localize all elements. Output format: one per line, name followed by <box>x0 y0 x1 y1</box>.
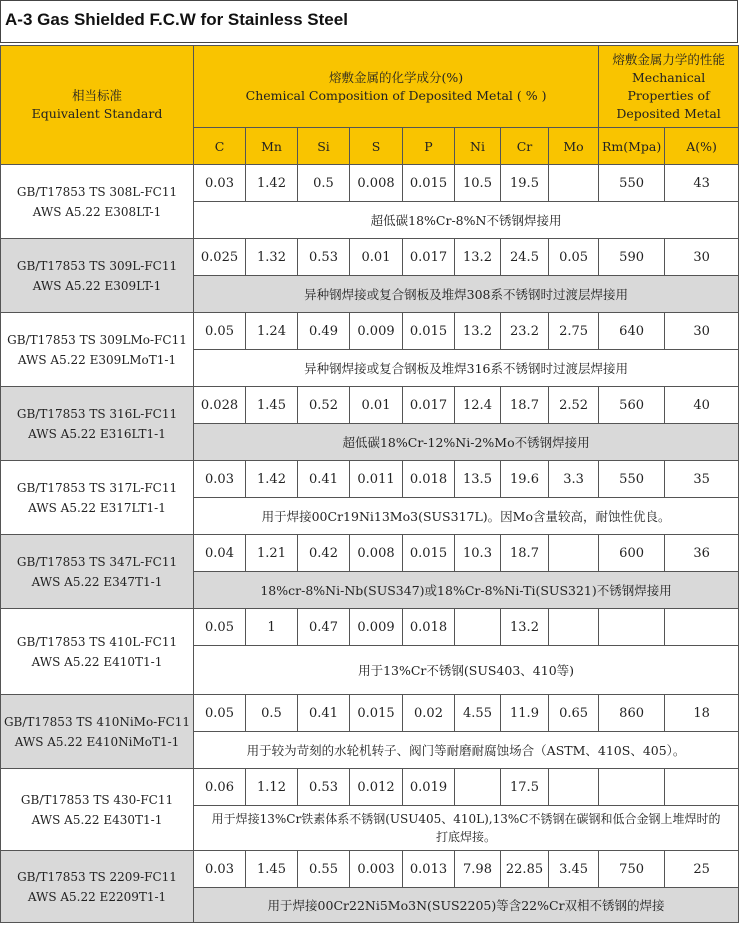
value-ni: 4.55 <box>455 695 501 732</box>
application-note: 超低碳18%Cr-8%N不锈钢焊接用 <box>194 202 739 239</box>
value-mo: 2.52 <box>549 387 599 424</box>
value-p: 0.013 <box>403 851 455 888</box>
aws-standard: AWS A5.22 E308LT-1 <box>32 204 162 219</box>
table-row <box>1 239 739 276</box>
value-si: 0.53 <box>298 239 350 276</box>
column-header-si: Si <box>298 128 350 165</box>
value-p: 0.015 <box>403 165 455 202</box>
value-cr: 17.5 <box>501 769 549 806</box>
value-s: 0.011 <box>350 461 403 498</box>
value-cr: 18.7 <box>501 387 549 424</box>
table-row <box>1 387 739 424</box>
standard-cell <box>1 239 194 313</box>
value-cr: 24.5 <box>501 239 549 276</box>
table-row <box>1 165 739 202</box>
column-header-c: C <box>194 128 246 165</box>
value-p: 0.018 <box>403 609 455 646</box>
aws-standard: AWS A5.22 E410T1-1 <box>31 654 163 669</box>
value-c: 0.03 <box>194 851 246 888</box>
value-mo <box>549 609 599 646</box>
chemical-header-en: Chemical Composition of Deposited Metal ( % ) <box>245 87 547 103</box>
mechanical-header <box>599 46 739 128</box>
column-header-s: S <box>350 128 403 165</box>
gb-standard: GB/T17853 TS 309L-FC11 <box>16 258 178 273</box>
chemical-header <box>194 46 599 128</box>
standard-cell <box>1 769 194 851</box>
value-ni: 12.4 <box>455 387 501 424</box>
table-row <box>1 313 739 350</box>
mechanical-header-en-1: Mechanical <box>632 69 706 85</box>
application-note-line-1: 用于焊接13%Cr铁素体系不锈钢(USU405、410L),13%C不锈钢在碳钢和低合金钢上堆焊时的 <box>211 812 721 826</box>
standard-cell <box>1 313 194 387</box>
value-a: 40 <box>665 387 739 424</box>
standard-cell <box>1 851 194 923</box>
value-cr: 19.6 <box>501 461 549 498</box>
value-p: 0.018 <box>403 461 455 498</box>
column-header-mn: Mn <box>246 128 298 165</box>
gb-standard: GB/T17853 TS 347L-FC11 <box>16 554 178 569</box>
value-si: 0.42 <box>298 535 350 572</box>
value-cr: 22.85 <box>501 851 549 888</box>
value-p: 0.015 <box>403 535 455 572</box>
aws-standard: AWS A5.22 E309LMoT1-1 <box>17 352 177 367</box>
value-ni: 7.98 <box>455 851 501 888</box>
gb-standard: GB/T17853 TS 410NiMo-FC11 <box>3 714 191 729</box>
aws-standard: AWS A5.22 E347T1-1 <box>31 574 163 589</box>
table-row <box>1 461 739 498</box>
value-a: 18 <box>665 695 739 732</box>
standard-cell <box>1 165 194 239</box>
column-header-a: A(%) <box>665 128 739 165</box>
table-row <box>1 769 739 806</box>
value-s: 0.009 <box>350 609 403 646</box>
value-rm: 860 <box>599 695 665 732</box>
table-row <box>1 609 739 646</box>
value-rm: 560 <box>599 387 665 424</box>
value-mn: 1.42 <box>246 165 298 202</box>
application-note: 用于焊接00Cr19Ni13Mo3(SUS317L)。因Mo含量较高，耐蚀性优良。 <box>194 498 739 535</box>
value-mn: 1.32 <box>246 239 298 276</box>
value-ni <box>455 609 501 646</box>
column-header-mo: Mo <box>549 128 599 165</box>
gb-standard: GB/T17853 TS 309LMo-FC11 <box>7 332 187 347</box>
value-a: 30 <box>665 239 739 276</box>
table-row <box>1 695 739 732</box>
standard-header-cn: 相当标准 <box>71 88 122 103</box>
value-mo <box>549 769 599 806</box>
value-ni: 10.5 <box>455 165 501 202</box>
value-si: 0.47 <box>298 609 350 646</box>
aws-standard: AWS A5.22 E317LT1-1 <box>28 500 166 515</box>
aws-standard: AWS A5.22 E430T1-1 <box>31 812 163 827</box>
value-mo: 0.05 <box>549 239 599 276</box>
value-cr: 18.7 <box>501 535 549 572</box>
value-c: 0.05 <box>194 609 246 646</box>
value-s: 0.008 <box>350 165 403 202</box>
value-a: 36 <box>665 535 739 572</box>
value-mn: 1.42 <box>246 461 298 498</box>
standard-cell <box>1 461 194 535</box>
table-row <box>1 535 739 572</box>
value-mn: 1.45 <box>246 851 298 888</box>
value-mn: 1.21 <box>246 535 298 572</box>
application-note: 18%cr-8%Ni-Nb(SUS347)或18%Cr-8%Ni-Ti(SUS321)不锈钢焊接用 <box>194 572 739 609</box>
value-c: 0.06 <box>194 769 246 806</box>
value-ni <box>455 769 501 806</box>
value-rm: 750 <box>599 851 665 888</box>
value-p: 0.015 <box>403 313 455 350</box>
gb-standard: GB/T17853 TS 410L-FC11 <box>16 634 178 649</box>
value-s: 0.01 <box>350 387 403 424</box>
column-header-ni: Ni <box>455 128 501 165</box>
aws-standard: AWS A5.22 E410NiMoT1-1 <box>14 734 180 749</box>
value-mo <box>549 535 599 572</box>
standard-cell <box>1 387 194 461</box>
value-ni: 13.2 <box>455 239 501 276</box>
value-a: 35 <box>665 461 739 498</box>
application-note: 异种钢焊接或复合钢板及堆焊308系不锈钢时过渡层焊接用 <box>194 276 739 313</box>
value-mn: 1.12 <box>246 769 298 806</box>
column-header-cr: Cr <box>501 128 549 165</box>
application-note: 用于较为苛刻的水轮机转子、阀门等耐磨耐腐蚀场合（ASTM、410S、405）。 <box>194 732 739 769</box>
value-s: 0.009 <box>350 313 403 350</box>
value-rm: 590 <box>599 239 665 276</box>
table-row <box>1 851 739 888</box>
application-note <box>194 806 739 851</box>
value-mo: 3.3 <box>549 461 599 498</box>
value-cr: 11.9 <box>501 695 549 732</box>
value-ni: 13.2 <box>455 313 501 350</box>
standard-header-en: Equivalent Standard <box>31 106 163 121</box>
value-mo <box>549 165 599 202</box>
value-s: 0.012 <box>350 769 403 806</box>
value-mn: 1 <box>246 609 298 646</box>
value-rm: 640 <box>599 313 665 350</box>
page-title: A-3 Gas Shielded F.C.W for Stainless Steel <box>0 0 738 43</box>
value-p: 0.017 <box>403 239 455 276</box>
value-si: 0.55 <box>298 851 350 888</box>
value-mo: 2.75 <box>549 313 599 350</box>
value-s: 0.01 <box>350 239 403 276</box>
value-si: 0.41 <box>298 695 350 732</box>
value-c: 0.04 <box>194 535 246 572</box>
gb-standard: GB/T17853 TS 2209-FC11 <box>17 869 177 884</box>
standard-cell <box>1 535 194 609</box>
value-p: 0.02 <box>403 695 455 732</box>
value-ni: 10.3 <box>455 535 501 572</box>
value-si: 0.52 <box>298 387 350 424</box>
value-mn: 1.24 <box>246 313 298 350</box>
application-note: 异种钢焊接或复合钢板及堆焊316系不锈钢时过渡层焊接用 <box>194 350 739 387</box>
value-rm: 600 <box>599 535 665 572</box>
standard-cell <box>1 609 194 695</box>
value-rm: 550 <box>599 461 665 498</box>
standard-header <box>1 46 194 165</box>
mechanical-header-en-2: Properties of <box>627 87 710 103</box>
value-ni: 13.5 <box>455 461 501 498</box>
aws-standard: AWS A5.22 E2209T1-1 <box>27 889 167 904</box>
mechanical-header-en-3: Deposited Metal <box>616 105 721 121</box>
value-rm <box>599 609 665 646</box>
value-c: 0.03 <box>194 461 246 498</box>
value-a <box>665 769 739 806</box>
value-s: 0.003 <box>350 851 403 888</box>
standard-cell <box>1 695 194 769</box>
value-c: 0.03 <box>194 165 246 202</box>
value-c: 0.05 <box>194 695 246 732</box>
value-si: 0.5 <box>298 165 350 202</box>
application-note: 用于焊接00Cr22Ni5Mo3N(SUS2205)等含22%Cr双相不锈钢的焊接 <box>194 888 739 923</box>
column-header-p: P <box>403 128 455 165</box>
value-mo: 0.65 <box>549 695 599 732</box>
gb-standard: GB/T17853 TS 430-FC11 <box>20 792 174 807</box>
application-note-line-2: 打底焊接。 <box>436 830 497 844</box>
gb-standard: GB/T17853 TS 317L-FC11 <box>16 480 178 495</box>
application-note: 超低碳18%Cr-12%Ni-2%Mo不锈钢焊接用 <box>194 424 739 461</box>
aws-standard: AWS A5.22 E316LT1-1 <box>28 426 166 441</box>
gb-standard: GB/T17853 TS 308L-FC11 <box>16 184 178 199</box>
value-si: 0.41 <box>298 461 350 498</box>
value-mn: 0.5 <box>246 695 298 732</box>
aws-standard: AWS A5.22 E309LT-1 <box>32 278 162 293</box>
value-rm <box>599 769 665 806</box>
column-header-rm: Rm(Mpa) <box>599 128 665 165</box>
value-mo: 3.45 <box>549 851 599 888</box>
value-mn: 1.45 <box>246 387 298 424</box>
value-p: 0.019 <box>403 769 455 806</box>
value-cr: 23.2 <box>501 313 549 350</box>
value-c: 0.05 <box>194 313 246 350</box>
value-p: 0.017 <box>403 387 455 424</box>
value-c: 0.028 <box>194 387 246 424</box>
chemical-header-cn: 熔敷金属的化学成分(%) <box>328 69 464 85</box>
value-a: 30 <box>665 313 739 350</box>
value-a: 43 <box>665 165 739 202</box>
application-note: 用于13%Cr不锈钢(SUS403、410等) <box>194 646 739 695</box>
value-s: 0.008 <box>350 535 403 572</box>
stainless-fcw-table <box>0 45 739 923</box>
mechanical-header-cn: 熔敷金属力学的性能 <box>612 51 725 67</box>
value-cr: 13.2 <box>501 609 549 646</box>
value-si: 0.49 <box>298 313 350 350</box>
value-c: 0.025 <box>194 239 246 276</box>
value-rm: 550 <box>599 165 665 202</box>
value-a <box>665 609 739 646</box>
value-a: 25 <box>665 851 739 888</box>
value-s: 0.015 <box>350 695 403 732</box>
gb-standard: GB/T17853 TS 316L-FC11 <box>16 406 178 421</box>
value-si: 0.53 <box>298 769 350 806</box>
value-cr: 19.5 <box>501 165 549 202</box>
